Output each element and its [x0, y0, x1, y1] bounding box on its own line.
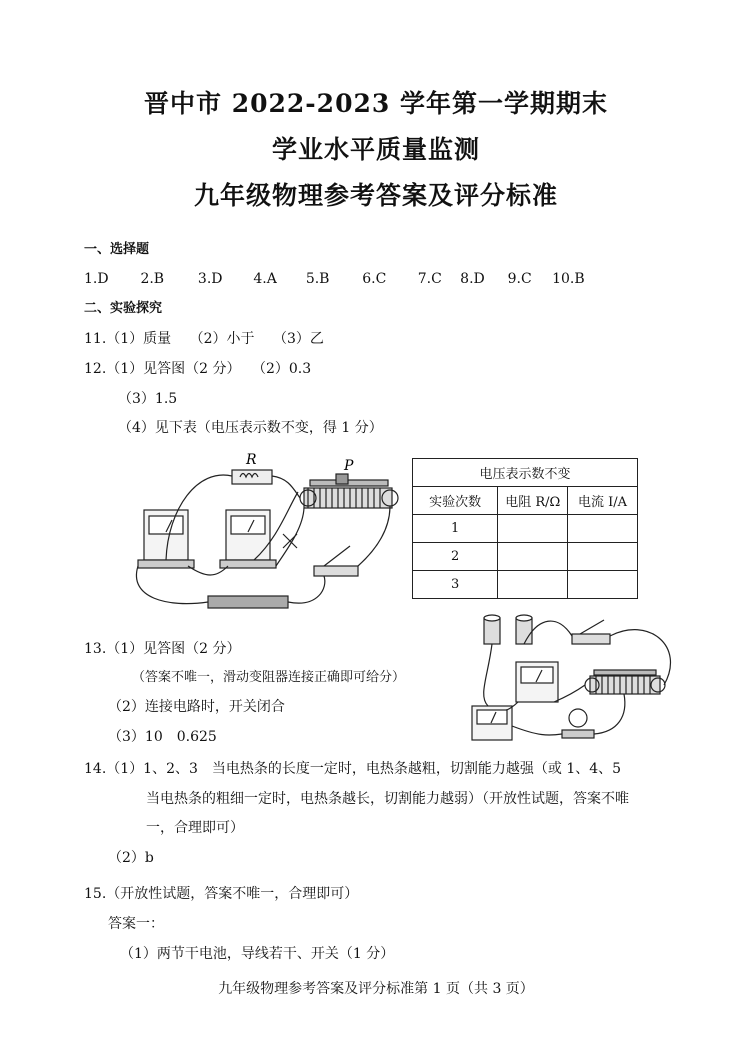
circuit-figure-q13: [458, 606, 686, 752]
q13-note: （答案不唯一，滑动变阻器连接正确即可给分）: [132, 670, 406, 685]
circuit-figure-q12: [128, 448, 408, 612]
q13-answer-1: 13.（1）见答图（2 分）: [84, 641, 241, 657]
answer-7: 7.C: [417, 271, 442, 287]
data-table: [412, 458, 638, 599]
table-header: 实验次数: [413, 487, 498, 515]
table-cell: 1: [413, 515, 498, 543]
page-footer: 九年级物理参考答案及评分标准第 1 页（共 3 页）: [218, 981, 534, 997]
q14-answer-2: （2）b: [108, 850, 154, 866]
q12-answer-4: （4）见下表（电压表示数不变，得 1 分）: [118, 420, 383, 436]
q13-answer-2: （2）连接电路时，开关闭合: [108, 699, 285, 715]
table-row: [413, 515, 638, 543]
answer-9: 9.C: [507, 271, 532, 287]
table-header: 电阻 R/Ω: [498, 487, 568, 515]
q12-answer-1: 12.（1）见答图（2 分） （2）0.3: [84, 361, 312, 377]
q13-answer-3: （3）10 0.625: [108, 729, 217, 745]
section-heading-experiment: 二、实验探究: [84, 301, 163, 316]
q11-answer: 11.（1）质量 （2）小于 （3）乙: [84, 331, 324, 347]
answer-1: 1.D: [84, 271, 109, 287]
answer-3: 3.D: [197, 271, 223, 287]
q12-answer-3: （3）1.5: [118, 391, 178, 407]
q14-answer-1-end: 一，合理即可）: [146, 820, 244, 836]
title-line-1: 晋中市 2022-2023 学年第一学期期末: [144, 89, 608, 118]
answer-6: 6.C: [362, 271, 387, 287]
q15-answer-1: （1）两节干电池，导线若干、开关（1 分）: [120, 946, 395, 962]
title-line-3: 九年级物理参考答案及评分标准: [193, 181, 558, 210]
q15-heading: 15.（开放性试题，答案不唯一，合理即可）: [84, 886, 359, 902]
answer-8: 8.D: [460, 271, 485, 287]
answer-10: 10.B: [552, 271, 585, 287]
table-cell: 3: [413, 571, 498, 599]
choice-answers: [84, 270, 592, 288]
answer-5: 5.B: [305, 271, 330, 287]
table-row: [413, 571, 638, 599]
q14-answer-1: 14.（1）1、2、3 当电热条的长度一定时，电热条越粗，切割能力越强（或 1、4、5: [84, 761, 622, 777]
table-header: 电流 I/A: [568, 487, 638, 515]
section-heading-choice: 一、选择题: [84, 242, 150, 257]
label-p: P: [344, 458, 354, 474]
title-line-2: 学业水平质量监测: [271, 135, 480, 164]
answer-2: 2.B: [140, 271, 165, 287]
label-r: R: [246, 452, 257, 468]
answer-4: 4.A: [253, 271, 277, 287]
table-cell: 2: [413, 543, 498, 571]
table-row: [413, 543, 638, 571]
q15-answer-one: 答案一：: [108, 916, 164, 932]
q14-answer-1-cont: 当电热条的粗细一定时，电热条越长，切割能力越弱）（开放性试题，答案不唯: [146, 791, 629, 807]
table-caption: 电压表示数不变: [413, 459, 638, 487]
